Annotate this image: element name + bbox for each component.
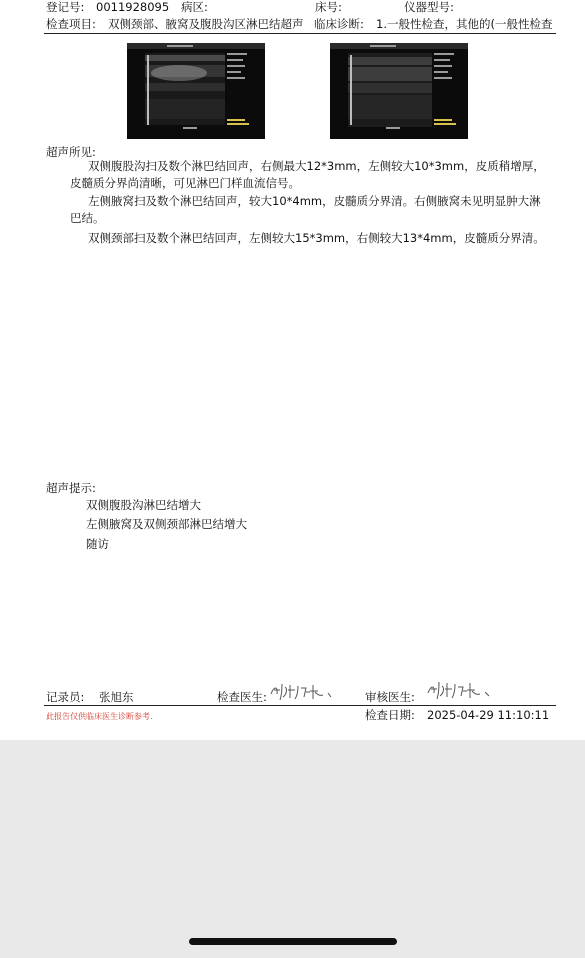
impression-title: 超声提示:: [46, 481, 96, 495]
footer-divider: [44, 705, 556, 706]
impression-item-3: 随访: [86, 537, 109, 551]
clinical-diagnosis-value: 1.一般性检查，其他的(一般性检查: [376, 17, 553, 31]
impression-item-2: 左侧腋窝及双侧颈部淋巴结增大: [86, 517, 247, 531]
review-doctor-signature: [425, 678, 499, 702]
exam-item-value: 双侧颈部、腋窝及腹股沟区淋巴结超声: [108, 17, 304, 31]
disclaimer-text: 此报告仅供临床医生诊断参考.: [46, 712, 153, 721]
exam-date-label: 检查日期:: [365, 708, 415, 722]
home-indicator[interactable]: [189, 938, 397, 945]
impression-item-1: 双侧腹股沟淋巴结增大: [86, 498, 201, 512]
exam-item-label: 检查项目:: [46, 17, 96, 31]
reg-value: 0011928095: [96, 0, 170, 14]
device-label: 仪器型号:: [404, 0, 454, 14]
findings-title: 超声所见:: [46, 145, 96, 159]
clinical-diagnosis-label: 临床诊断:: [314, 17, 364, 31]
findings-paragraph-2: 左侧腋窝扫及数个淋巴结回声，较大10*4mm，皮髓质分界清。右侧腋窝未见明显肿大淋巴结。: [70, 194, 541, 225]
findings-paragraph-3: 双侧颈部扫及数个淋巴结回声，左侧较大15*3mm，右侧较大13*4mm，皮髓质分界清。: [88, 231, 545, 245]
ultrasound-image-1: [127, 43, 265, 139]
header-divider: [44, 33, 556, 34]
ward-label: 病区:: [181, 0, 208, 14]
exam-date-value: 2025-04-29 11:10:11: [427, 708, 550, 722]
exam-doctor-label: 检查医生:: [217, 690, 267, 704]
recorder-name: 张旭东: [99, 690, 134, 704]
reg-label: 登记号:: [46, 0, 85, 14]
bed-label: 床号:: [315, 0, 342, 14]
review-doctor-label: 审核医生:: [365, 690, 415, 704]
findings-paragraph-1: 双侧腹股沟扫及数个淋巴结回声，右侧最大12*3mm，左侧较大10*3mm，皮质稍增厚，皮髓质分界尚清晰，可见淋巴门样血流信号。: [70, 159, 545, 190]
exam-doctor-signature: [268, 680, 342, 702]
recorder-label: 记录员:: [46, 690, 85, 704]
ultrasound-image-2: [330, 43, 468, 139]
